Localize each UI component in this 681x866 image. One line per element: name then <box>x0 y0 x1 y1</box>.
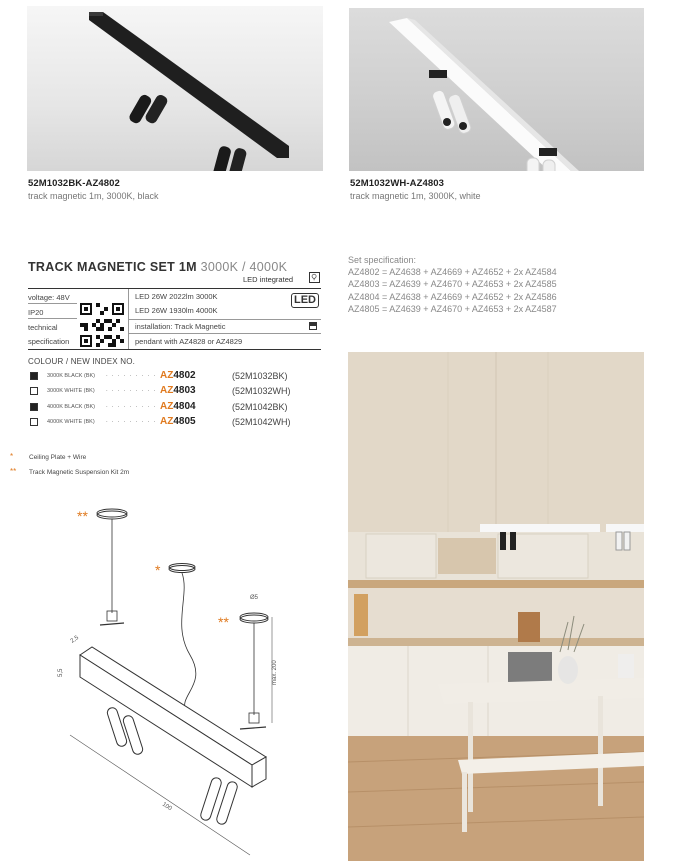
colour-row <box>28 371 308 383</box>
spec-led-3000: LED 26W 2022lm 3000K <box>135 292 218 301</box>
spec-pendant: pendant with AZ4828 or AZ4829 <box>135 337 243 346</box>
spec-technical: technical <box>28 323 58 332</box>
colour-row <box>28 417 308 429</box>
dot-leader: . . . . . . . . . <box>106 372 157 378</box>
title-main: TRACK MAGNETIC SET 1M <box>28 260 197 274</box>
spec-led-4000: LED 26W 1930lm 4000K <box>135 306 218 315</box>
track-install-icon <box>309 322 317 330</box>
set-spec-line: AZ4805 = AZ4639 + AZ4670 + AZ4653 + 2x AZ4587 <box>348 303 557 314</box>
colour-code-number: 4805 <box>173 416 196 427</box>
drawing-star-1: ** <box>77 508 88 524</box>
dot-leader: . . . . . . . . . <box>106 387 157 393</box>
kitchen-interior-photo <box>348 352 644 861</box>
colour-row <box>28 402 308 414</box>
colour-code-number: 4803 <box>173 385 196 396</box>
dimension-length: 100 <box>160 801 173 813</box>
note-star: ** <box>10 467 17 476</box>
white-track-illustration <box>349 8 644 171</box>
colour-code <box>160 416 196 427</box>
product-photo-white <box>349 8 644 171</box>
product-title <box>28 260 287 274</box>
product-description-black: track magnetic 1m, 3000K, black <box>28 191 159 201</box>
colour-label: 3000K WHITE (BK) <box>47 388 95 394</box>
dimension-max200: max. 200 <box>272 660 278 685</box>
product-code-black: 52M1032BK-AZ4802 <box>28 178 120 189</box>
colour-row <box>28 386 308 398</box>
colour-code <box>160 385 196 396</box>
spec-voltage: voltage: 48V <box>28 293 70 302</box>
colour-title: COLOUR / NEW INDEX NO. <box>28 357 136 366</box>
led-integrated-label: LED integrated <box>243 275 294 284</box>
product-photo-black <box>27 6 323 171</box>
colour-code-prefix: AZ <box>160 385 174 396</box>
note-star: * <box>10 452 14 461</box>
colour-code <box>160 401 196 412</box>
colour-label: 4000K WHITE (BK) <box>47 419 95 425</box>
led-badge: LED <box>291 293 319 308</box>
note-text: Track Magnetic Suspension Kit 2m <box>29 469 130 476</box>
qr-code[interactable] <box>80 303 124 347</box>
spec-table <box>28 288 321 350</box>
colour-code <box>160 370 196 381</box>
colour-index: (52M1042WH) <box>232 417 291 427</box>
bulb-icon <box>309 272 320 283</box>
colour-code-prefix: AZ <box>160 401 174 412</box>
dot-leader: . . . . . . . . . <box>106 403 157 409</box>
colour-label: 4000K BLACK (BK) <box>47 404 95 410</box>
technical-drawing <box>40 495 330 860</box>
colour-swatch-white <box>30 418 38 426</box>
colour-code-prefix: AZ <box>160 416 174 427</box>
colour-code-number: 4804 <box>173 401 196 412</box>
note-text: Ceiling Plate + Wire <box>29 454 87 461</box>
spec-specification: specification <box>28 337 70 346</box>
drawing-star-2: * <box>155 562 161 578</box>
dimension-diameter: Ø5 <box>250 595 259 601</box>
colour-swatch-black <box>30 372 38 380</box>
colour-code-prefix: AZ <box>160 370 174 381</box>
colour-index: (52M1042BK) <box>232 402 288 412</box>
colour-index: (52M1032WH) <box>232 386 291 396</box>
colour-swatch-white <box>30 387 38 395</box>
colour-label: 3000K BLACK (BK) <box>47 373 95 379</box>
dimension-height: 5,5 <box>58 668 64 677</box>
set-spec-line: AZ4802 = AZ4638 + AZ4669 + AZ4652 + 2x AZ4584 <box>348 267 557 278</box>
spec-ip: IP20 <box>28 308 44 317</box>
qr-code-icon <box>80 303 124 347</box>
set-spec-line: AZ4803 = AZ4639 + AZ4670 + AZ4653 + 2x AZ4585 <box>348 279 557 290</box>
dimension-width: 2,5 <box>69 634 80 645</box>
title-kelvin: 3000K / 4000K <box>200 260 288 274</box>
set-spec-heading: Set specification: <box>348 255 417 265</box>
set-spec-line: AZ4804 = AZ4638 + AZ4669 + AZ4652 + 2x AZ4586 <box>348 291 557 302</box>
note-ceiling-plate <box>10 452 86 461</box>
product-code-white: 52M1032WH-AZ4803 <box>350 178 445 189</box>
set-specification <box>348 254 557 315</box>
kitchen-illustration <box>348 352 644 861</box>
black-track-illustration <box>27 6 323 171</box>
drawing-star-3: ** <box>218 614 229 630</box>
spec-right-column <box>128 289 321 349</box>
spec-left-column <box>28 289 77 349</box>
dot-leader: . . . . . . . . . <box>106 418 157 424</box>
colour-swatch-black <box>30 403 38 411</box>
spec-installation: installation: Track Magnetic <box>135 322 226 331</box>
product-description-white: track magnetic 1m, 3000K, white <box>350 191 481 201</box>
colour-index: (52M1032BK) <box>232 371 288 381</box>
note-suspension-kit <box>10 467 129 476</box>
colour-code-number: 4802 <box>173 370 196 381</box>
technical-drawing-svg <box>40 495 330 860</box>
